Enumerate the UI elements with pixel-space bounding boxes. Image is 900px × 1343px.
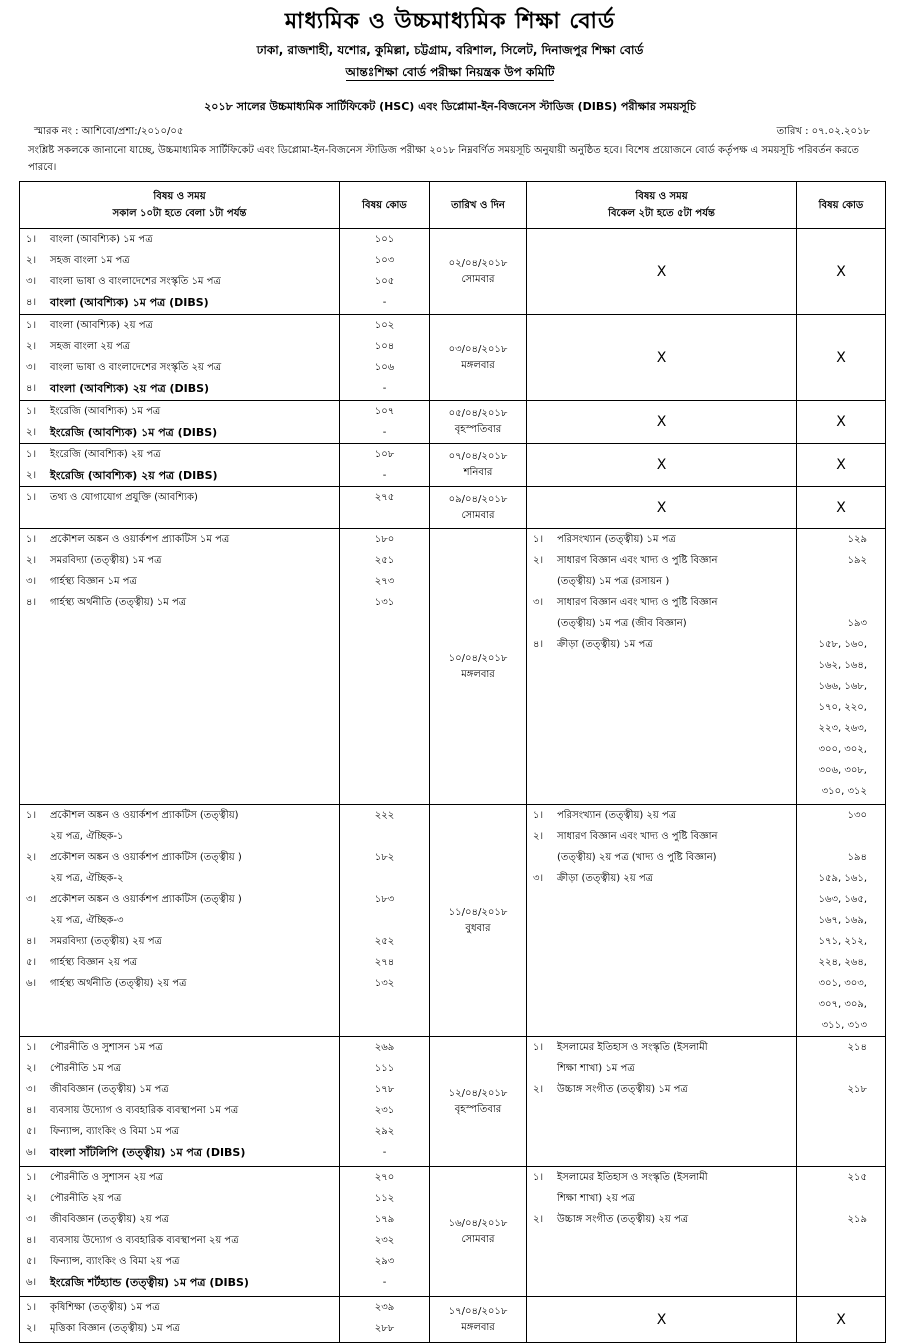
- morning-subjects-cell: [20, 229, 340, 315]
- subject-item: [20, 444, 339, 465]
- subject-code: ২৩২: [374, 1235, 395, 1246]
- item-number: ৪।: [533, 639, 544, 650]
- subject-code: ১০৭: [374, 406, 395, 417]
- item-number: ১।: [533, 534, 544, 545]
- item-number: ১।: [533, 810, 544, 821]
- no-afternoon-exam-mark: X: [527, 444, 797, 487]
- subject-code: ১৩০: [847, 810, 867, 821]
- item-number: ১।: [26, 449, 37, 460]
- morning-codes-cell: [340, 529, 430, 805]
- item-number: ৬।: [26, 1277, 37, 1288]
- subject-name: সহজ বাংলা ২য় পত্র: [50, 341, 130, 352]
- item-number: ২।: [26, 341, 37, 352]
- subject-name: প্রকৌশল অঙ্কন ও ওয়ার্কশপ প্র্যাকটিস (তত্ত্বীয়) ২য় পত্র, ঐচ্ছিক-১: [50, 810, 239, 842]
- subject-code: -: [382, 297, 387, 308]
- subject-item: [527, 1167, 796, 1209]
- subject-code: ১০৪: [374, 341, 395, 352]
- schedule-row: [20, 1297, 886, 1343]
- item-number: ১।: [26, 1172, 37, 1183]
- subject-code: ৩১০, ৩১২: [821, 786, 867, 797]
- subject-name: জীববিজ্ঞান (তত্ত্বীয়) ২য় পত্র: [50, 1214, 169, 1225]
- subject-code: ১১২: [374, 1193, 395, 1204]
- morning-subjects-cell: [20, 529, 340, 805]
- schedule-row: [20, 444, 886, 487]
- item-number: ২।: [26, 470, 37, 481]
- subject-item: [20, 357, 339, 378]
- schedule-row: [20, 1167, 886, 1297]
- morning-subjects-cell: [20, 401, 340, 444]
- morning-codes-cell: [340, 1167, 430, 1297]
- subject-item: [527, 1079, 796, 1100]
- subject-code: ২৮৮: [374, 1323, 395, 1334]
- item-number: ৬।: [26, 978, 37, 989]
- schedule-body: [20, 229, 886, 1343]
- subject-code: [797, 1058, 867, 1079]
- subject-name: সাধারণ বিজ্ঞান এবং খাদ্য ও পুষ্টি বিজ্ঞান (তত্ত্বীয়) ২য় পত্র (খাদ্য ও পুষ্টি বিজ্ঞান): [557, 831, 718, 863]
- item-number: ১।: [26, 1302, 37, 1313]
- subject-code: -: [382, 470, 387, 481]
- subject-code: ২৯৩: [374, 1256, 395, 1267]
- schedule-row: [20, 401, 886, 444]
- no-afternoon-code-mark: X: [797, 444, 886, 487]
- morning-subjects-cell: [20, 487, 340, 529]
- subject-item: [20, 1272, 339, 1293]
- subject-item: [20, 378, 339, 399]
- subject-name: ক্রীড়া (তত্ত্বীয়) ২য় পত্র: [557, 873, 653, 884]
- subject-item: [527, 805, 796, 826]
- exam-date-cell: ১০/০৪/২০১৮ মঙ্গলবার: [430, 529, 527, 805]
- subject-name: ইসলামের ইতিহাস ও সংস্কৃতি (ইসলামী শিক্ষা শাখা) ২য় পত্র: [557, 1172, 708, 1204]
- subject-code: ১৭০, ২২০,: [818, 702, 867, 713]
- subject-name: উচ্চাঙ্গ সংগীত (তত্ত্বীয়) ১ম পত্র: [557, 1084, 688, 1095]
- afternoon-codes-cell: [797, 805, 886, 1037]
- item-number: ২।: [26, 427, 37, 438]
- item-number: ২।: [26, 555, 37, 566]
- morning-subjects-cell: [20, 315, 340, 401]
- subject-code: ৩০০, ৩০২,: [818, 744, 867, 755]
- morning-codes-cell: [340, 1297, 430, 1343]
- subject-code: ১১১: [374, 1063, 395, 1074]
- subject-code: -: [382, 1277, 387, 1288]
- no-afternoon-exam-mark: X: [527, 315, 797, 401]
- subject-name: বাংলা ভাষা ও বাংলাদেশের সংস্কৃতি ১ম পত্র: [50, 276, 221, 287]
- subject-item: [20, 487, 339, 508]
- subject-code: [797, 571, 867, 592]
- subject-code: -: [382, 383, 387, 394]
- subject-name: বাংলা সাঁটলিপি (তত্ত্বীয়) ১ম পত্র (DIBS): [50, 1146, 246, 1159]
- item-number: ৪।: [26, 297, 37, 308]
- morning-codes-cell: [340, 487, 430, 529]
- subject-item: [20, 422, 339, 443]
- subject-code: ১৫৮, ১৬০,: [818, 639, 867, 650]
- subject-code: ৩১১, ৩১৩: [821, 1020, 867, 1031]
- no-afternoon-code-mark: X: [797, 229, 886, 315]
- subject-code: ২১৮: [847, 1084, 867, 1095]
- table-header-row: [20, 182, 886, 229]
- subject-item: [20, 1142, 339, 1163]
- subject-item: [20, 229, 339, 250]
- exam-date-cell: ০৭/০৪/২০১৮ শনিবার: [430, 444, 527, 487]
- item-number: ৪।: [26, 936, 37, 947]
- subject-code: ১৮৩: [374, 894, 395, 905]
- item-number: ২।: [533, 1214, 544, 1225]
- schedule-row: [20, 487, 886, 529]
- subject-name: ইংরেজি শর্টহ্যান্ড (তত্ত্বীয়) ১ম পত্র (DIBS): [50, 1276, 249, 1289]
- subject-code: ২৭৫: [374, 492, 395, 503]
- issue-date: তারিখ : ০৭.০২.২০১৮: [776, 126, 870, 137]
- subject-name: সমরবিদ্যা (তত্ত্বীয়) ২য় পত্র: [50, 936, 162, 947]
- subject-item: [20, 931, 339, 952]
- subject-item: [20, 1188, 339, 1209]
- subject-item: [20, 292, 339, 313]
- subject-item: [20, 1318, 339, 1339]
- afternoon-subjects-cell: [527, 805, 797, 1037]
- subject-name: ফিন্যান্স, ব্যাংকিং ও বিমা ২য় পত্র: [50, 1256, 180, 1267]
- subject-code: ১৮০: [374, 534, 395, 545]
- subject-code: ২৯২: [374, 1126, 395, 1137]
- item-number: ২।: [533, 555, 544, 566]
- subject-name: সাধারণ বিজ্ঞান এবং খাদ্য ও পুষ্টি বিজ্ঞান (তত্ত্বীয়) ১ম পত্র (জীব বিজ্ঞান): [557, 597, 718, 629]
- subject-item: [20, 250, 339, 271]
- subject-item: [20, 465, 339, 486]
- afternoon-codes-cell: [797, 529, 886, 805]
- item-number: ৪।: [26, 383, 37, 394]
- item-number: ১।: [26, 406, 37, 417]
- item-number: ১।: [533, 1042, 544, 1053]
- subject-code: ১৫৯, ১৬১,: [818, 873, 867, 884]
- afternoon-subjects-cell: [527, 1037, 797, 1167]
- schedule-row: [20, 529, 886, 805]
- morning-subjects-cell: [20, 1167, 340, 1297]
- notice-text: সংশ্লিষ্ট সকলকে জানানো যাচ্ছে, উচ্চমাধ্যমিক সার্টিফিকেট এবং ডিপ্লোমা-ইন-বিজনেস স্টাডিজ পরীক্ষা ২০১৮ নিম্নবর্ণিত সময়সূচি অনুযায়ী অনুষ্ঠিত হবে। বিশেষ প্রয়োজনে বোর্ড কর্তৃপক্ষ এ সময়সূচি পরিবর্তন করতে পারবে।: [28, 145, 859, 173]
- subject-item: [20, 401, 339, 422]
- schedule-row: [20, 229, 886, 315]
- subject-code: -: [382, 1147, 387, 1158]
- subject-name: গার্হস্থ্য বিজ্ঞান ২য় পত্র: [50, 957, 138, 968]
- subject-name: ক্রীড়া (তত্ত্বীয়) ১ম পত্র: [557, 639, 653, 650]
- subject-item: [527, 1209, 796, 1230]
- subject-item: [20, 1209, 339, 1230]
- subject-name: বাংলা (আবশ্যিক) ২য় পত্র: [50, 320, 153, 331]
- subject-name: প্রকৌশল অঙ্কন ও ওয়ার্কশপ প্র্যাকটিস (তত্ত্বীয় ) ২য় পত্র, ঐচ্ছিক-৩: [50, 894, 242, 926]
- subject-item: [527, 1037, 796, 1079]
- subject-name: ইসলামের ইতিহাস ও সংস্কৃতি (ইসলামী শিক্ষা শাখা) ১ম পত্র: [557, 1042, 708, 1074]
- subject-code: ২২২: [374, 810, 395, 821]
- no-afternoon-code-mark: X: [797, 1297, 886, 1343]
- no-afternoon-exam-mark: X: [527, 229, 797, 315]
- exam-date-cell: ১৭/০৪/২০১৮ মঙ্গলবার: [430, 1297, 527, 1343]
- exam-date-cell: ০২/০৪/২০১৮ সোমবার: [430, 229, 527, 315]
- exam-date-cell: ১২/০৪/২০১৮ বৃহস্পতিবার: [430, 1037, 527, 1167]
- no-afternoon-exam-mark: X: [527, 401, 797, 444]
- subject-name: পৌরনীতি ও সুশাসন ২য় পত্র: [50, 1172, 164, 1183]
- item-number: ৩।: [26, 576, 37, 587]
- item-number: ৩।: [533, 873, 544, 884]
- subject-item: [20, 1167, 339, 1188]
- exam-date-cell: ০৯/০৪/২০১৮ সোমবার: [430, 487, 527, 529]
- col-code2-header: বিষয় কোড: [797, 182, 886, 229]
- item-number: ১।: [26, 234, 37, 245]
- item-number: ২।: [26, 255, 37, 266]
- subject-code: ২১৪: [847, 1042, 867, 1053]
- subject-code: [797, 592, 867, 613]
- subject-name: ইংরেজি (আবশ্যিক) ১ম পত্র: [50, 406, 161, 417]
- subject-item: [20, 315, 339, 336]
- subject-item: [20, 1230, 339, 1251]
- morning-subjects-cell: [20, 1037, 340, 1167]
- subject-name: উচ্চাঙ্গ সংগীত (তত্ত্বীয়) ২য় পত্র: [557, 1214, 689, 1225]
- subject-name: বাংলা ভাষা ও বাংলাদেশের সংস্কৃতি ২য় পত্র: [50, 362, 222, 373]
- item-number: ১।: [26, 1042, 37, 1053]
- morning-subjects-cell: [20, 1297, 340, 1343]
- subject-code: [797, 1188, 867, 1209]
- subject-name: বাংলা (আবশ্যিক) ২য় পত্র (DIBS): [50, 382, 210, 395]
- subject-item: [20, 952, 339, 973]
- subject-code: ১৭৮: [374, 1084, 395, 1095]
- morning-codes-cell: [340, 401, 430, 444]
- morning-codes-cell: [340, 1037, 430, 1167]
- subject-name: পরিসংখ্যান (তত্ত্বীয়) ২য় পত্র: [557, 810, 677, 821]
- subject-item: [20, 1058, 339, 1079]
- no-afternoon-code-mark: X: [797, 401, 886, 444]
- item-number: ৩।: [26, 1214, 37, 1225]
- subject-code: ১৮২: [374, 852, 395, 863]
- item-number: ৩।: [26, 276, 37, 287]
- col-date-header: তারিখ ও দিন: [430, 182, 527, 229]
- subject-code: ২৩১: [374, 1105, 395, 1116]
- subject-name: পরিসংখ্যান (তত্ত্বীয়) ১ম পত্র: [557, 534, 676, 545]
- memo-number: স্মারক নং : আশিবো/প্রশা:/২০১০/০৫: [34, 126, 184, 137]
- subject-item: [20, 271, 339, 292]
- item-number: ৬।: [26, 1147, 37, 1158]
- subject-name: বাংলা (আবশ্যিক) ১ম পত্র (DIBS): [50, 296, 209, 309]
- subject-code: ১০১: [374, 234, 395, 245]
- exam-date-cell: ১১/০৪/২০১৮ বুধবার: [430, 805, 527, 1037]
- subject-code: ২৭৪: [374, 957, 395, 968]
- subject-code: ১৯৩: [847, 618, 867, 629]
- subject-code: ২২৪, ২৬৪,: [818, 957, 867, 968]
- subject-code: ২১৯: [847, 1214, 867, 1225]
- subject-name: ইংরেজি (আবশ্যিক) ১ম পত্র (DIBS): [50, 426, 218, 439]
- subject-name: সাধারণ বিজ্ঞান এবং খাদ্য ও পুষ্টি বিজ্ঞান (তত্ত্বীয়) ১ম পত্র (রসায়ন ): [557, 555, 718, 587]
- item-number: ৫।: [26, 957, 37, 968]
- item-number: ৩।: [26, 1084, 37, 1095]
- subject-code: ১৬৬, ১৬৮,: [818, 681, 867, 692]
- subject-code: ১০২: [374, 320, 395, 331]
- subject-name: ইংরেজি (আবশ্যিক) ২য় পত্র (DIBS): [50, 469, 218, 482]
- subject-item: [20, 529, 339, 550]
- col-code-header: বিষয় কোড: [340, 182, 430, 229]
- subject-name: সহজ বাংলা ১ম পত্র: [50, 255, 130, 266]
- morning-codes-cell: [340, 444, 430, 487]
- subject-item: [20, 571, 339, 592]
- subject-code: ২৫২: [374, 936, 395, 947]
- subject-name: ফিন্যান্স, ব্যাংকিং ও বিমা ১ম পত্র: [50, 1126, 180, 1137]
- subject-code: ১৯৪: [847, 852, 867, 863]
- subject-item: [20, 1100, 339, 1121]
- item-number: ১।: [26, 320, 37, 331]
- item-number: ৫।: [26, 1126, 37, 1137]
- subject-code: ২৩৯: [374, 1302, 395, 1313]
- exam-date-cell: ০৫/০৪/২০১৮ বৃহস্পতিবার: [430, 401, 527, 444]
- subject-name: বাংলা (আবশ্যিক) ১ম পত্র: [50, 234, 153, 245]
- exam-date-cell: ১৬/০৪/২০১৮ সোমবার: [430, 1167, 527, 1297]
- subject-code: ১৭১, ২১২,: [818, 936, 867, 947]
- morning-subjects-cell: [20, 444, 340, 487]
- subject-code: ১০৩: [374, 255, 395, 266]
- item-number: ২।: [533, 1084, 544, 1095]
- item-number: ১।: [26, 492, 37, 503]
- schedule-row: [20, 315, 886, 401]
- schedule-subject: ২০১৮ সালের উচ্চমাধ্যমিক সার্টিফিকেট (HSC) এবং ডিপ্লোমা-ইন-বিজনেস স্টাডিজ (DIBS) পরীক্ষার সময়সূচি: [204, 100, 696, 113]
- subject-item: [20, 1037, 339, 1058]
- subject-code: ১০৫: [374, 276, 395, 287]
- item-number: ৩।: [533, 597, 544, 608]
- subject-code: ২৭৩: [374, 576, 395, 587]
- exam-date-cell: ০৩/০৪/২০১৮ মঙ্গলবার: [430, 315, 527, 401]
- subject-item: [527, 634, 796, 655]
- subject-name: ইংরেজি (আবশ্যিক) ২য় পত্র: [50, 449, 161, 460]
- morning-codes-cell: [340, 805, 430, 1037]
- subject-name: পৌরনীতি ১ম পত্র: [50, 1063, 121, 1074]
- item-number: ২।: [26, 1193, 37, 1204]
- item-number: ২।: [533, 831, 544, 842]
- subject-code: ১০৮: [374, 449, 395, 460]
- subject-code: [797, 826, 867, 847]
- subject-item: [527, 868, 796, 889]
- subject-item: [527, 592, 796, 634]
- subject-code: ৩০৭, ৩০৯,: [818, 999, 867, 1010]
- item-number: ৫।: [26, 1256, 37, 1267]
- col-afternoon-header: বিষয় ও সময় বিকেল ২টা হতে ৫টা পর্যন্ত: [527, 182, 797, 229]
- subject-name: তথ্য ও যোগাযোগ প্রযুক্তি (আবশ্যিক): [50, 492, 198, 503]
- subject-item: [527, 826, 796, 868]
- schedule-row: [20, 1037, 886, 1167]
- subject-code: ১৬৭, ১৬৯,: [818, 915, 867, 926]
- subject-code: ৩০১, ৩০৩,: [818, 978, 867, 989]
- subject-code: ১৭৯: [374, 1214, 395, 1225]
- item-number: ১।: [26, 810, 37, 821]
- morning-codes-cell: [340, 315, 430, 401]
- subject-code: ১৬২, ১৬৪,: [818, 660, 867, 671]
- item-number: ১।: [26, 534, 37, 545]
- subject-name: প্রকৌশল অঙ্কন ও ওয়ার্কশপ প্র্যাকটিস (তত্ত্বীয় ) ২য় পত্র, ঐচ্ছিক-২: [50, 852, 242, 884]
- subject-code: ১৩১: [374, 597, 395, 608]
- subject-code: ২৬৯: [374, 1042, 395, 1053]
- subject-code: ২৫১: [374, 555, 395, 566]
- subject-name: মৃত্তিকা বিজ্ঞান (তত্ত্বীয়) ১ম পত্র: [50, 1323, 180, 1334]
- no-afternoon-exam-mark: X: [527, 1297, 797, 1343]
- subject-item: [20, 1251, 339, 1272]
- no-afternoon-exam-mark: X: [527, 487, 797, 529]
- no-afternoon-code-mark: X: [797, 315, 886, 401]
- subject-item: [20, 1079, 339, 1100]
- subject-code: -: [382, 427, 387, 438]
- item-number: ৪।: [26, 1235, 37, 1246]
- subject-name: কৃষিশিক্ষা (তত্ত্বীয়) ১ম পত্র: [50, 1302, 160, 1313]
- subject-name: প্রকৌশল অঙ্কন ও ওয়ার্কশপ প্র্যাকটিস ১ম পত্র: [50, 534, 230, 545]
- col-morning-header: বিষয় ও সময় সকাল ১০টা হতে বেলা ১টা পর্যন্ত: [20, 182, 340, 229]
- item-number: ৪।: [26, 597, 37, 608]
- subject-item: [20, 847, 339, 889]
- subject-name: গার্হস্থ্য বিজ্ঞান ১ম পত্র: [50, 576, 137, 587]
- subject-code: ১০৬: [374, 362, 395, 373]
- morning-subjects-cell: [20, 805, 340, 1037]
- item-number: ২।: [26, 852, 37, 863]
- subject-name: ব্যবসায় উদ্যোগ ও ব্যবহারিক ব্যবস্থাপনা ২য় পত্র: [50, 1235, 239, 1246]
- subject-item: [20, 805, 339, 847]
- subject-code: ১৩২: [374, 978, 395, 989]
- subject-name: ব্যবসায় উদ্যোগ ও ব্যবহারিক ব্যবস্থাপনা ১ম পত্র: [50, 1105, 239, 1116]
- afternoon-codes-cell: [797, 1037, 886, 1167]
- afternoon-codes-cell: [797, 1167, 886, 1297]
- subject-item: [20, 1121, 339, 1142]
- board-list: ঢাকা, রাজশাহী, যশোর, কুমিল্লা, চট্টগ্রাম, বরিশাল, সিলেট, দিনাজপুর শিক্ষা বোর্ড: [256, 43, 644, 57]
- no-afternoon-code-mark: X: [797, 487, 886, 529]
- subject-name: পৌরনীতি ও সুশাসন ১ম পত্র: [50, 1042, 163, 1053]
- subject-name: গার্হস্থ্য অর্থনীতি (তত্ত্বীয়) ১ম পত্র: [50, 597, 187, 608]
- subject-item: [527, 529, 796, 550]
- subject-code: ২১৫: [847, 1172, 867, 1183]
- subject-name: গার্হস্থ্য অর্থনীতি (তত্ত্বীয়) ২য় পত্র: [50, 978, 187, 989]
- board-title: মাধ্যমিক ও উচ্চমাধ্যমিক শিক্ষা বোর্ড: [284, 8, 616, 34]
- subject-name: জীববিজ্ঞান (তত্ত্বীয়) ১ম পত্র: [50, 1084, 169, 1095]
- afternoon-subjects-cell: [527, 1167, 797, 1297]
- afternoon-subjects-cell: [527, 529, 797, 805]
- item-number: ৩।: [26, 362, 37, 373]
- item-number: ২।: [26, 1063, 37, 1074]
- subject-item: [20, 592, 339, 613]
- subject-code: ২৭০: [374, 1172, 395, 1183]
- subject-item: [20, 336, 339, 357]
- subject-name: সমরবিদ্যা (তত্ত্বীয়) ১ম পত্র: [50, 555, 162, 566]
- item-number: ২।: [26, 1323, 37, 1334]
- subject-item: [20, 550, 339, 571]
- item-number: ৪।: [26, 1105, 37, 1116]
- subject-item: [20, 1297, 339, 1318]
- morning-codes-cell: [340, 229, 430, 315]
- subject-code: ৩০৬, ৩০৮,: [818, 765, 867, 776]
- subject-name: পৌরনীতি ২য় পত্র: [50, 1193, 122, 1204]
- subject-item: [20, 973, 339, 994]
- committee-title: আন্তঃশিক্ষা বোর্ড পরীক্ষা নিয়ন্ত্রক উপ কমিটি: [345, 65, 555, 79]
- item-number: ১।: [533, 1172, 544, 1183]
- subject-code: ১৯২: [847, 555, 867, 566]
- subject-code: ২২৩, ২৬৩,: [818, 723, 867, 734]
- subject-code: ১২৯: [847, 534, 867, 545]
- subject-code: ১৬৩, ১৬৫,: [818, 894, 867, 905]
- schedule-row: [20, 805, 886, 1037]
- subject-item: [20, 889, 339, 931]
- schedule-table: [19, 181, 886, 1343]
- item-number: ৩।: [26, 894, 37, 905]
- subject-item: [527, 550, 796, 592]
